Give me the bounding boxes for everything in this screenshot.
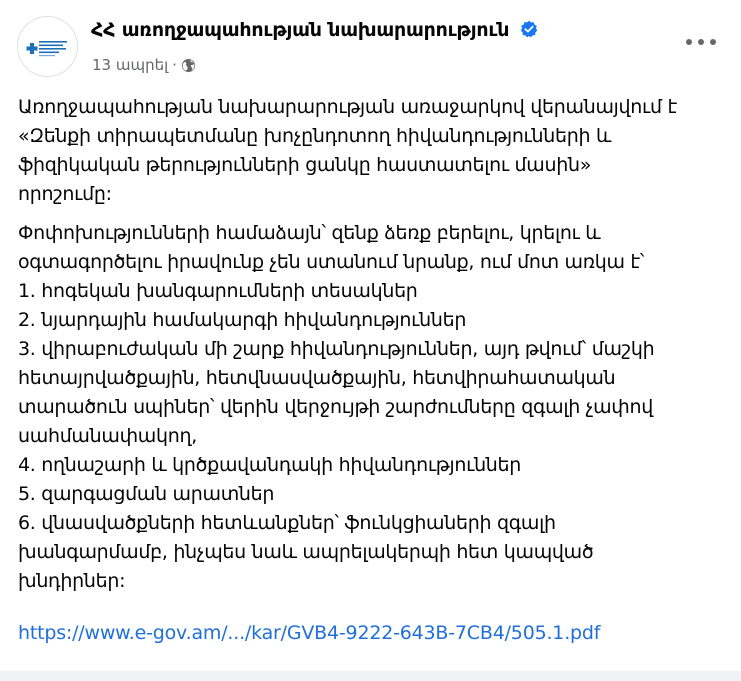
text-line: խնդիրներ: — [18, 570, 126, 592]
post-meta — [92, 56, 196, 74]
list-item: 1. հոգեկան խանգարումների տեսակներ — [18, 280, 418, 302]
page-avatar[interactable] — [17, 16, 78, 77]
list-item: 3. վիրաբուժական մի շարք հիվանդություններ, այդ թվում՝ մաշկի — [18, 338, 655, 360]
page-name-line — [91, 19, 538, 41]
list-item: 2. նյարդային համակարգի հիվանդություններ — [18, 309, 467, 331]
meta-separator: · — [172, 56, 177, 74]
more-dot — [710, 39, 716, 45]
more-dot — [686, 39, 692, 45]
list-item: 6. վնասվածքների հետևանքներ՝ ֆունկցիաների զգալի — [18, 512, 556, 534]
text-line: օգտագործելու իրավունք չեն ստանում նրանք, ում մոտ առկա է՝ — [18, 251, 645, 273]
text-line: ֆիզիկական թերությունների ցանկը հաստատելու մասին» — [18, 154, 592, 176]
paragraph-list — [18, 219, 723, 596]
text-line: տարածուն սպիներ՝ վերին վերջույթի շարժումները զգալի չափով — [18, 396, 653, 418]
more-options-button[interactable] — [683, 30, 719, 54]
text-line: հետայրվածքային, հետվնասվածքային, հետվիրահատական — [18, 367, 616, 389]
list-item: 4. ողնաշարի և կրծքավանդակի հիվանդություններ — [18, 454, 522, 476]
ministry-logo — [18, 17, 78, 77]
globe-icon[interactable] — [181, 58, 196, 73]
more-dot — [698, 39, 704, 45]
verified-badge-icon — [520, 20, 538, 38]
page-name[interactable]: ՀՀ առողջապահության նախարարություն — [91, 19, 510, 41]
text-line: խանգարմամբ, ինչպես նաև ապրելակերպի հետ կապված — [18, 541, 594, 563]
paragraph-intro — [18, 93, 723, 209]
text-line: «Զենքի տիրապետմանը խոչընդոտող հիվանդությունների և — [18, 125, 612, 147]
post-text — [18, 93, 723, 606]
document-link[interactable]: https://www.e-gov.am/.../kar/GVB4-9222-643B-7CB4/505.1.pdf — [18, 622, 601, 644]
post-header — [17, 16, 725, 76]
text-line: որոշումը: — [18, 183, 112, 205]
text-line: Փոփոխությունների համաձայն՝ զենք ձեռք բերելու, կրելու և — [18, 222, 601, 244]
text-line: Առողջապահության նախարարության առաջարկով վերանայվում է — [18, 96, 677, 118]
text-line: սահմանափակող, — [18, 425, 197, 447]
post-date[interactable]: 13 ապրել — [92, 56, 169, 74]
list-item: 5. զարգացման արատներ — [18, 483, 275, 505]
